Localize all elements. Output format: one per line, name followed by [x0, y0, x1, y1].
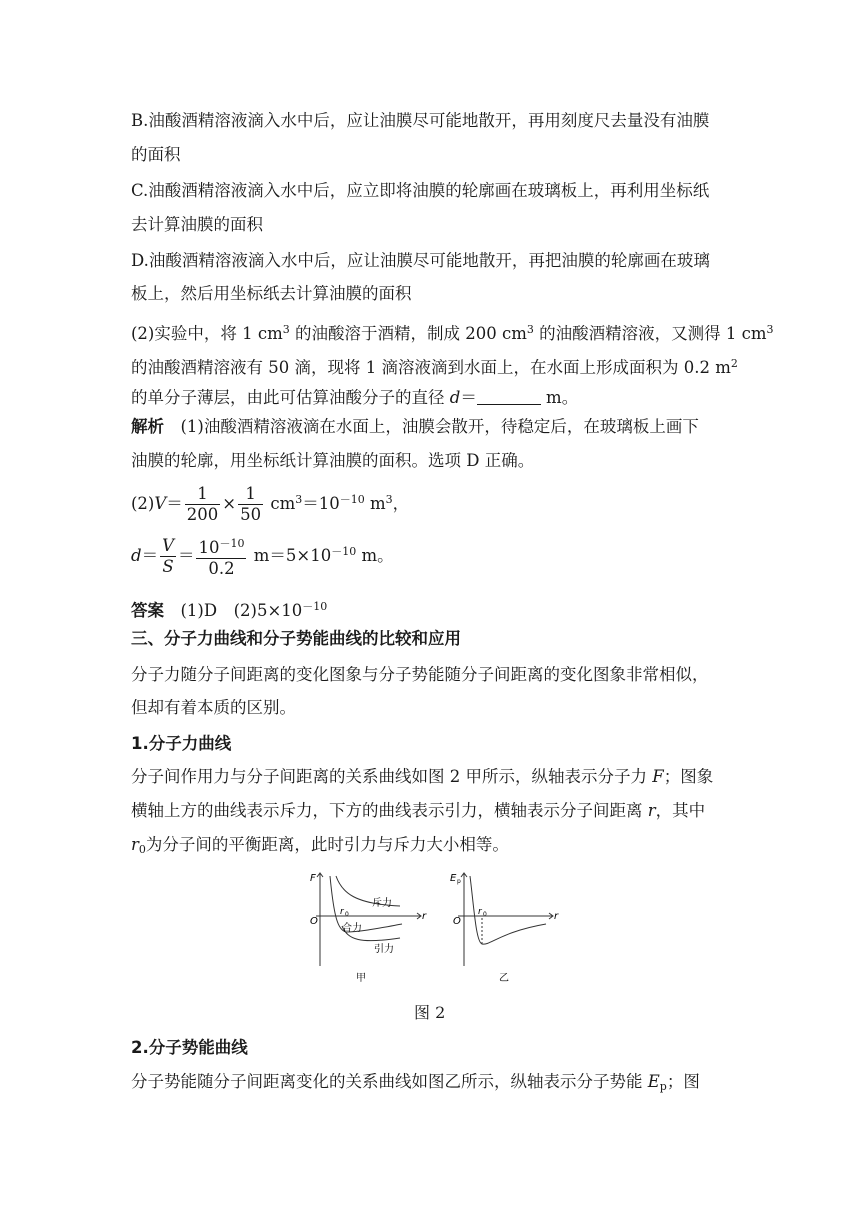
figure-left-label: 甲 [356, 973, 366, 984]
analysis-line2: 油膜的轮廓，用坐标纸计算油膜的面积。选项 D 正确。 [131, 451, 535, 470]
force-curve-graph [310, 873, 427, 984]
equation-diameter: d＝ $\frac{V}{S}$ ＝ $\frac{10^{-10}}{0.2}$ $m=5\times 10^{-10}$ m。 [131, 536, 394, 578]
paragraph-2-line1: 分子间作用力与分子间距离的关系曲线如图 2 甲所示，纵轴表示分子力 F；图象 [131, 767, 714, 786]
equation-volume: (2)V＝ $\frac{1}{200}$ × $\frac{1}{50}$ $cm^3=10^{-10}$ $m^3$， [131, 484, 410, 524]
figure-2 [300, 868, 560, 986]
paragraph-3-line1: 分子势能随分子间距离变化的关系曲线如图乙所示，纵轴表示分子势能 $E_p$；图 [131, 1072, 700, 1093]
energy-r0-label: r [478, 907, 482, 917]
repulsion-label: 斥力 [372, 898, 392, 909]
subheading-energy-curve: 2.分子势能曲线 [131, 1038, 248, 1057]
force-x-label: r [422, 911, 427, 922]
paragraph-2-line3: $r_0$为分子间的平衡距离，此时引力与斥力大小相等。 [131, 835, 509, 856]
section-3-heading: 三、分子力曲线和分子势能曲线的比较和应用 [131, 629, 461, 648]
fraction-v-s: $\frac{V}{S}$ [162, 536, 174, 576]
paragraph-2-line2: 横轴上方的曲线表示斥力，下方的曲线表示引力，横轴表示分子间距离 r，其中 [131, 801, 706, 820]
analysis-line1: 解析 (1)油酸酒精溶液滴在水面上，油膜会散开，待稳定后，在玻璃板上画下 [131, 417, 699, 436]
option-c-line2: 去计算油膜的面积 [131, 215, 263, 234]
attraction-label: 引力 [374, 944, 394, 955]
answer-line: 答案 (1)D $(2)5\times 10^{-10}$ [131, 600, 328, 620]
energy-r0-sub: 0 [483, 911, 487, 918]
net-force-label: 合力 [342, 923, 362, 934]
energy-y-label: E [450, 873, 457, 884]
potential-energy-graph [450, 873, 559, 984]
force-y-label: F [310, 873, 316, 884]
answer-label: 答案 [131, 601, 164, 620]
option-b-line2: 的面积 [131, 145, 181, 164]
fraction-1-50: $\frac{1}{50}$ [240, 484, 262, 524]
fraction-1e-10-0.2: $\frac{10^{-10}}{0.2}$ [196, 534, 246, 579]
option-d-line2: 板上，然后用坐标纸去计算油膜的面积 [131, 284, 412, 303]
question-2-line1: (2)实验中，将 1 $cm^3$ 的油酸溶于酒精，制成 200 $cm^3$ 的油酸酒精溶液，又测得 1 $cm^3$ [131, 323, 774, 343]
subheading-force-curve: 1.分子力曲线 [131, 734, 232, 753]
question-2-line3: 的单分子薄层，由此可估算油酸分子的直径 d＝ m。 [131, 388, 579, 407]
force-origin: O [310, 916, 318, 927]
option-b-line1: B.油酸酒精溶液滴入水中后，应让油膜尽可能地散开，再用刻度尺去量没有油膜 [131, 111, 710, 130]
paragraph-1-line2: 但却有着本质的区别。 [131, 698, 296, 717]
answer-blank [477, 390, 541, 405]
energy-y-sub: p [457, 878, 461, 885]
option-d-line1: D.油酸酒精溶液滴入水中后，应让油膜尽可能地散开，再把油膜的轮廓画在玻璃 [131, 251, 710, 270]
analysis-label: 解析 [131, 417, 164, 436]
paragraph-1-line1: 分子力随分子间距离的变化图象与分子势能随分子间距离的变化图象非常相似， [131, 665, 709, 684]
energy-origin: O [453, 916, 461, 927]
figure-caption: 图 2 [414, 1003, 446, 1022]
question-2-line2: 的油酸酒精溶液有 50 滴，现将 1 滴溶液滴到水面上，在水面上形成面积为 0.2 $m^2$ [131, 357, 738, 377]
energy-x-label: r [554, 911, 559, 922]
force-r0-label: r [340, 907, 344, 917]
option-c-line1: C.油酸酒精溶液滴入水中后，应立即将油膜的轮廓画在玻璃板上，再利用坐标纸 [131, 181, 710, 200]
figure-right-label: 乙 [499, 973, 509, 984]
force-r0-sub: 0 [345, 911, 349, 918]
fraction-1-200: $\frac{1}{200}$ [186, 484, 219, 524]
